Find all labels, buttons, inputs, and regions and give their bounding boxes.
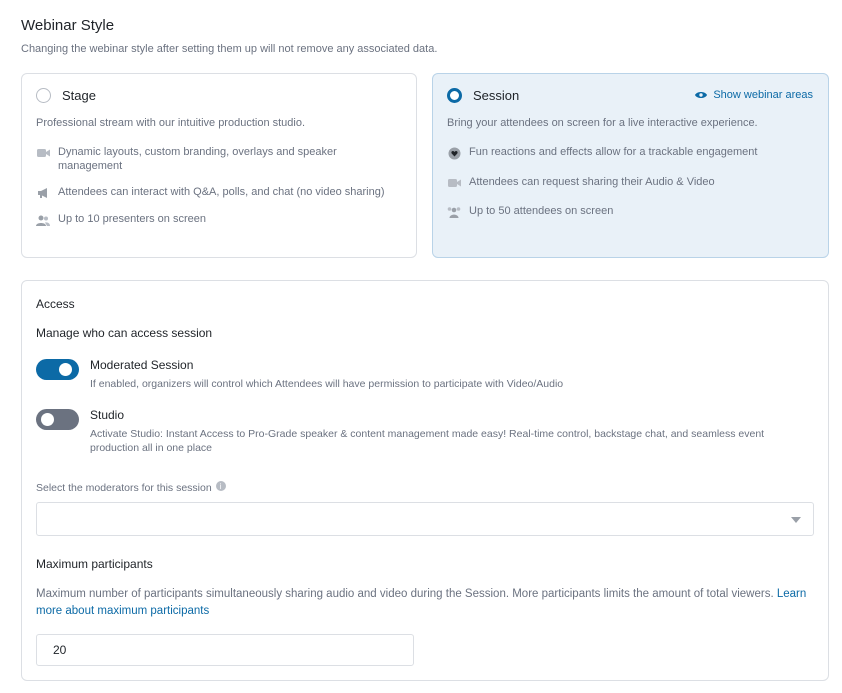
- feature-text: Dynamic layouts, custom branding, overlays and speaker management: [58, 146, 337, 172]
- stage-feature-list: [36, 145, 406, 239]
- feature-text: Up to 50 attendees on screen: [469, 205, 614, 217]
- heart-reaction-icon: [447, 146, 461, 160]
- feature-text: Fun reactions and effects allow for a trackable engagement: [469, 146, 758, 158]
- show-webinar-areas-link[interactable]: [695, 89, 813, 101]
- session-feature: [447, 204, 818, 219]
- stage-feature: [36, 185, 406, 200]
- moderators-label-text: Select the moderators for this session: [36, 482, 212, 494]
- megaphone-icon: [36, 186, 50, 200]
- session-feature: [447, 175, 818, 190]
- video-camera-icon: [447, 176, 461, 190]
- people-icon: [36, 213, 50, 227]
- max-participants-input[interactable]: [36, 634, 414, 666]
- session-radio[interactable]: [447, 88, 462, 103]
- studio-row: [36, 409, 800, 455]
- feature-text: Up to 10 presenters on screen: [58, 213, 206, 225]
- session-option-card[interactable]: [432, 73, 829, 258]
- stage-description: Professional stream with our intuitive production studio.: [36, 117, 306, 129]
- moderated-session-label: Moderated Session: [90, 358, 194, 372]
- studio-toggle[interactable]: [36, 409, 79, 430]
- feature-text: Attendees can interact with Q&A, polls, and chat (no video sharing): [58, 186, 385, 198]
- access-subtitle: Manage who can access session: [36, 326, 213, 340]
- moderated-session-description: If enabled, organizers will control which Attendees will have permission to participate with Video/Audio: [90, 378, 564, 390]
- page-title: Webinar Style: [21, 17, 115, 34]
- stage-feature: [36, 212, 406, 227]
- session-feature: [447, 145, 818, 160]
- moderated-session-toggle[interactable]: [36, 359, 79, 380]
- page-subtitle: Changing the webinar style after setting them up will not remove any associated data.: [21, 43, 438, 55]
- stage-radio[interactable]: [36, 88, 51, 103]
- studio-label: Studio: [90, 408, 125, 422]
- session-feature-list: [447, 145, 818, 231]
- session-title: Session: [473, 88, 520, 103]
- max-participants-title: Maximum participants: [36, 557, 153, 571]
- moderated-session-row: [36, 359, 800, 391]
- chevron-down-icon: [791, 517, 801, 523]
- max-participants-description-text: Maximum number of participants simultaneously sharing audio and video during the Session. More participants limits the amount of total viewers.: [36, 588, 774, 600]
- learn-more-link[interactable]: Learn more about maximum participants: [36, 588, 807, 617]
- show-webinar-areas-label: Show webinar areas: [713, 89, 813, 101]
- max-participants-description: [36, 586, 811, 620]
- access-title: Access: [36, 297, 75, 311]
- stage-feature: [36, 145, 406, 173]
- access-panel: [21, 280, 829, 681]
- moderators-select[interactable]: [36, 502, 814, 536]
- video-camera-icon: [36, 146, 50, 160]
- feature-text: Attendees can request sharing their Audio & Video: [469, 176, 715, 188]
- group-icon: [447, 205, 461, 219]
- session-description: Bring your attendees on screen for a live interactive experience.: [447, 117, 758, 129]
- stage-title: Stage: [62, 88, 96, 103]
- eye-icon: [695, 91, 707, 99]
- info-icon[interactable]: i: [216, 481, 226, 491]
- stage-option-card[interactable]: [21, 73, 417, 258]
- studio-description: Activate Studio: Instant Access to Pro-Grade speaker & content management made easy! Real-time control, backstage chat, and seamless event production all in one place: [90, 428, 765, 454]
- moderators-label: [36, 482, 226, 494]
